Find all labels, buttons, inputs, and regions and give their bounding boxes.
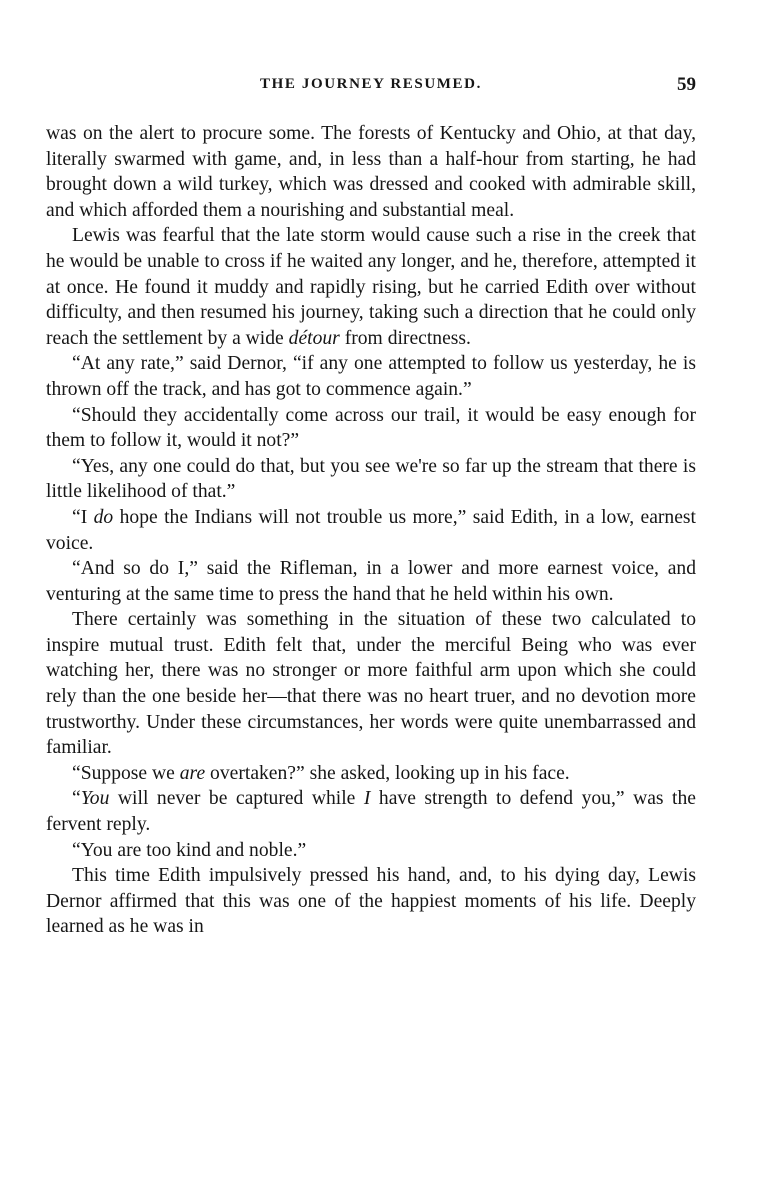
running-head: [46, 76, 696, 100]
paragraph: [46, 786, 696, 837]
italic-text-run: are: [179, 762, 206, 784]
paragraph: [46, 761, 696, 787]
paragraph: [46, 454, 696, 505]
text-run: There certainly was something in the situation of these two calculated to inspire mutual trust. Edith felt that, under the merciful Being who was ever watching her, there was no stronger or more faithful arm upon which she could rely than the one beside her—that there was no heart truer, and no devotion more trustworthy. Under these circumstances, her words were quite unembarrassed and familiar.: [46, 609, 696, 759]
text-run: overtaken?” she asked, looking up in his face.: [205, 762, 570, 784]
text-run: This time Edith impulsively pressed his hand, and, to his dying day, Lewis Dernor affirmed that this was one of the happiest moments of his life. Deeply learned as he was in: [46, 865, 696, 938]
running-title: THE JOURNEY RESUMED.: [260, 76, 482, 92]
paragraph: [46, 607, 696, 761]
italic-text-run: You: [80, 788, 110, 810]
paragraph: [46, 403, 696, 454]
text-run: “Should they accidentally come across our trail, it would be easy enough for them to follow it, would it not?”: [46, 404, 696, 452]
paragraph: [46, 863, 696, 940]
text-run: “Yes, any one could do that, but you see we're so far up the stream that there is little likelihood of that.”: [46, 455, 696, 503]
paragraph: [46, 838, 696, 864]
text-run: from directness.: [339, 327, 471, 349]
italic-text-run: do: [93, 506, 114, 528]
italic-text-run: I: [363, 788, 371, 810]
italic-text-run: détour: [288, 327, 340, 349]
paragraph: [46, 121, 696, 223]
paragraph: [46, 505, 696, 556]
text-run: hope the Indians will not trouble us more,” said Edith, in a low, earnest voice.: [46, 506, 696, 554]
text-run: Lewis was fearful that the late storm would cause such a rise in the creek that he would be unable to cross if he waited any longer, and he, therefore, attempted it at once. He found it muddy and rapidly rising, but he carried Edith over without difficulty, and then resumed his journey, taking such a direction that he could only reach the settlement by a wide: [46, 225, 696, 349]
text-run: “Suppose we: [72, 762, 180, 784]
paragraph: [46, 556, 696, 607]
text-run: will never be captured while: [109, 788, 364, 810]
page-number: 59: [677, 74, 696, 95]
text-run: “I: [72, 506, 94, 528]
body-text: [46, 121, 696, 940]
text-run: “At any rate,” said Dernor, “if any one attempted to follow us yesterday, he is thrown off the track, and has got to commence again.”: [46, 353, 696, 400]
text-run: “And so do I,” said the Rifleman, in a lower and more earnest voice, and venturing at the same time to press the hand that he held within his own.: [46, 558, 696, 605]
paragraph: [46, 351, 696, 402]
text-run: “: [72, 788, 81, 810]
paragraph: [46, 223, 696, 351]
text-run: “You are too kind and noble.”: [72, 839, 307, 861]
text-run: have strength to defend you,” was the fervent reply.: [46, 788, 696, 836]
text-run: was on the alert to procure some. The forests of Kentucky and Ohio, at that day, literally swarmed with game, and, in less than a half-hour from starting, he had brought down a wild turkey, which was dressed and cooked with admirable skill, and which afforded them a nourishing and substantial meal.: [46, 123, 696, 221]
